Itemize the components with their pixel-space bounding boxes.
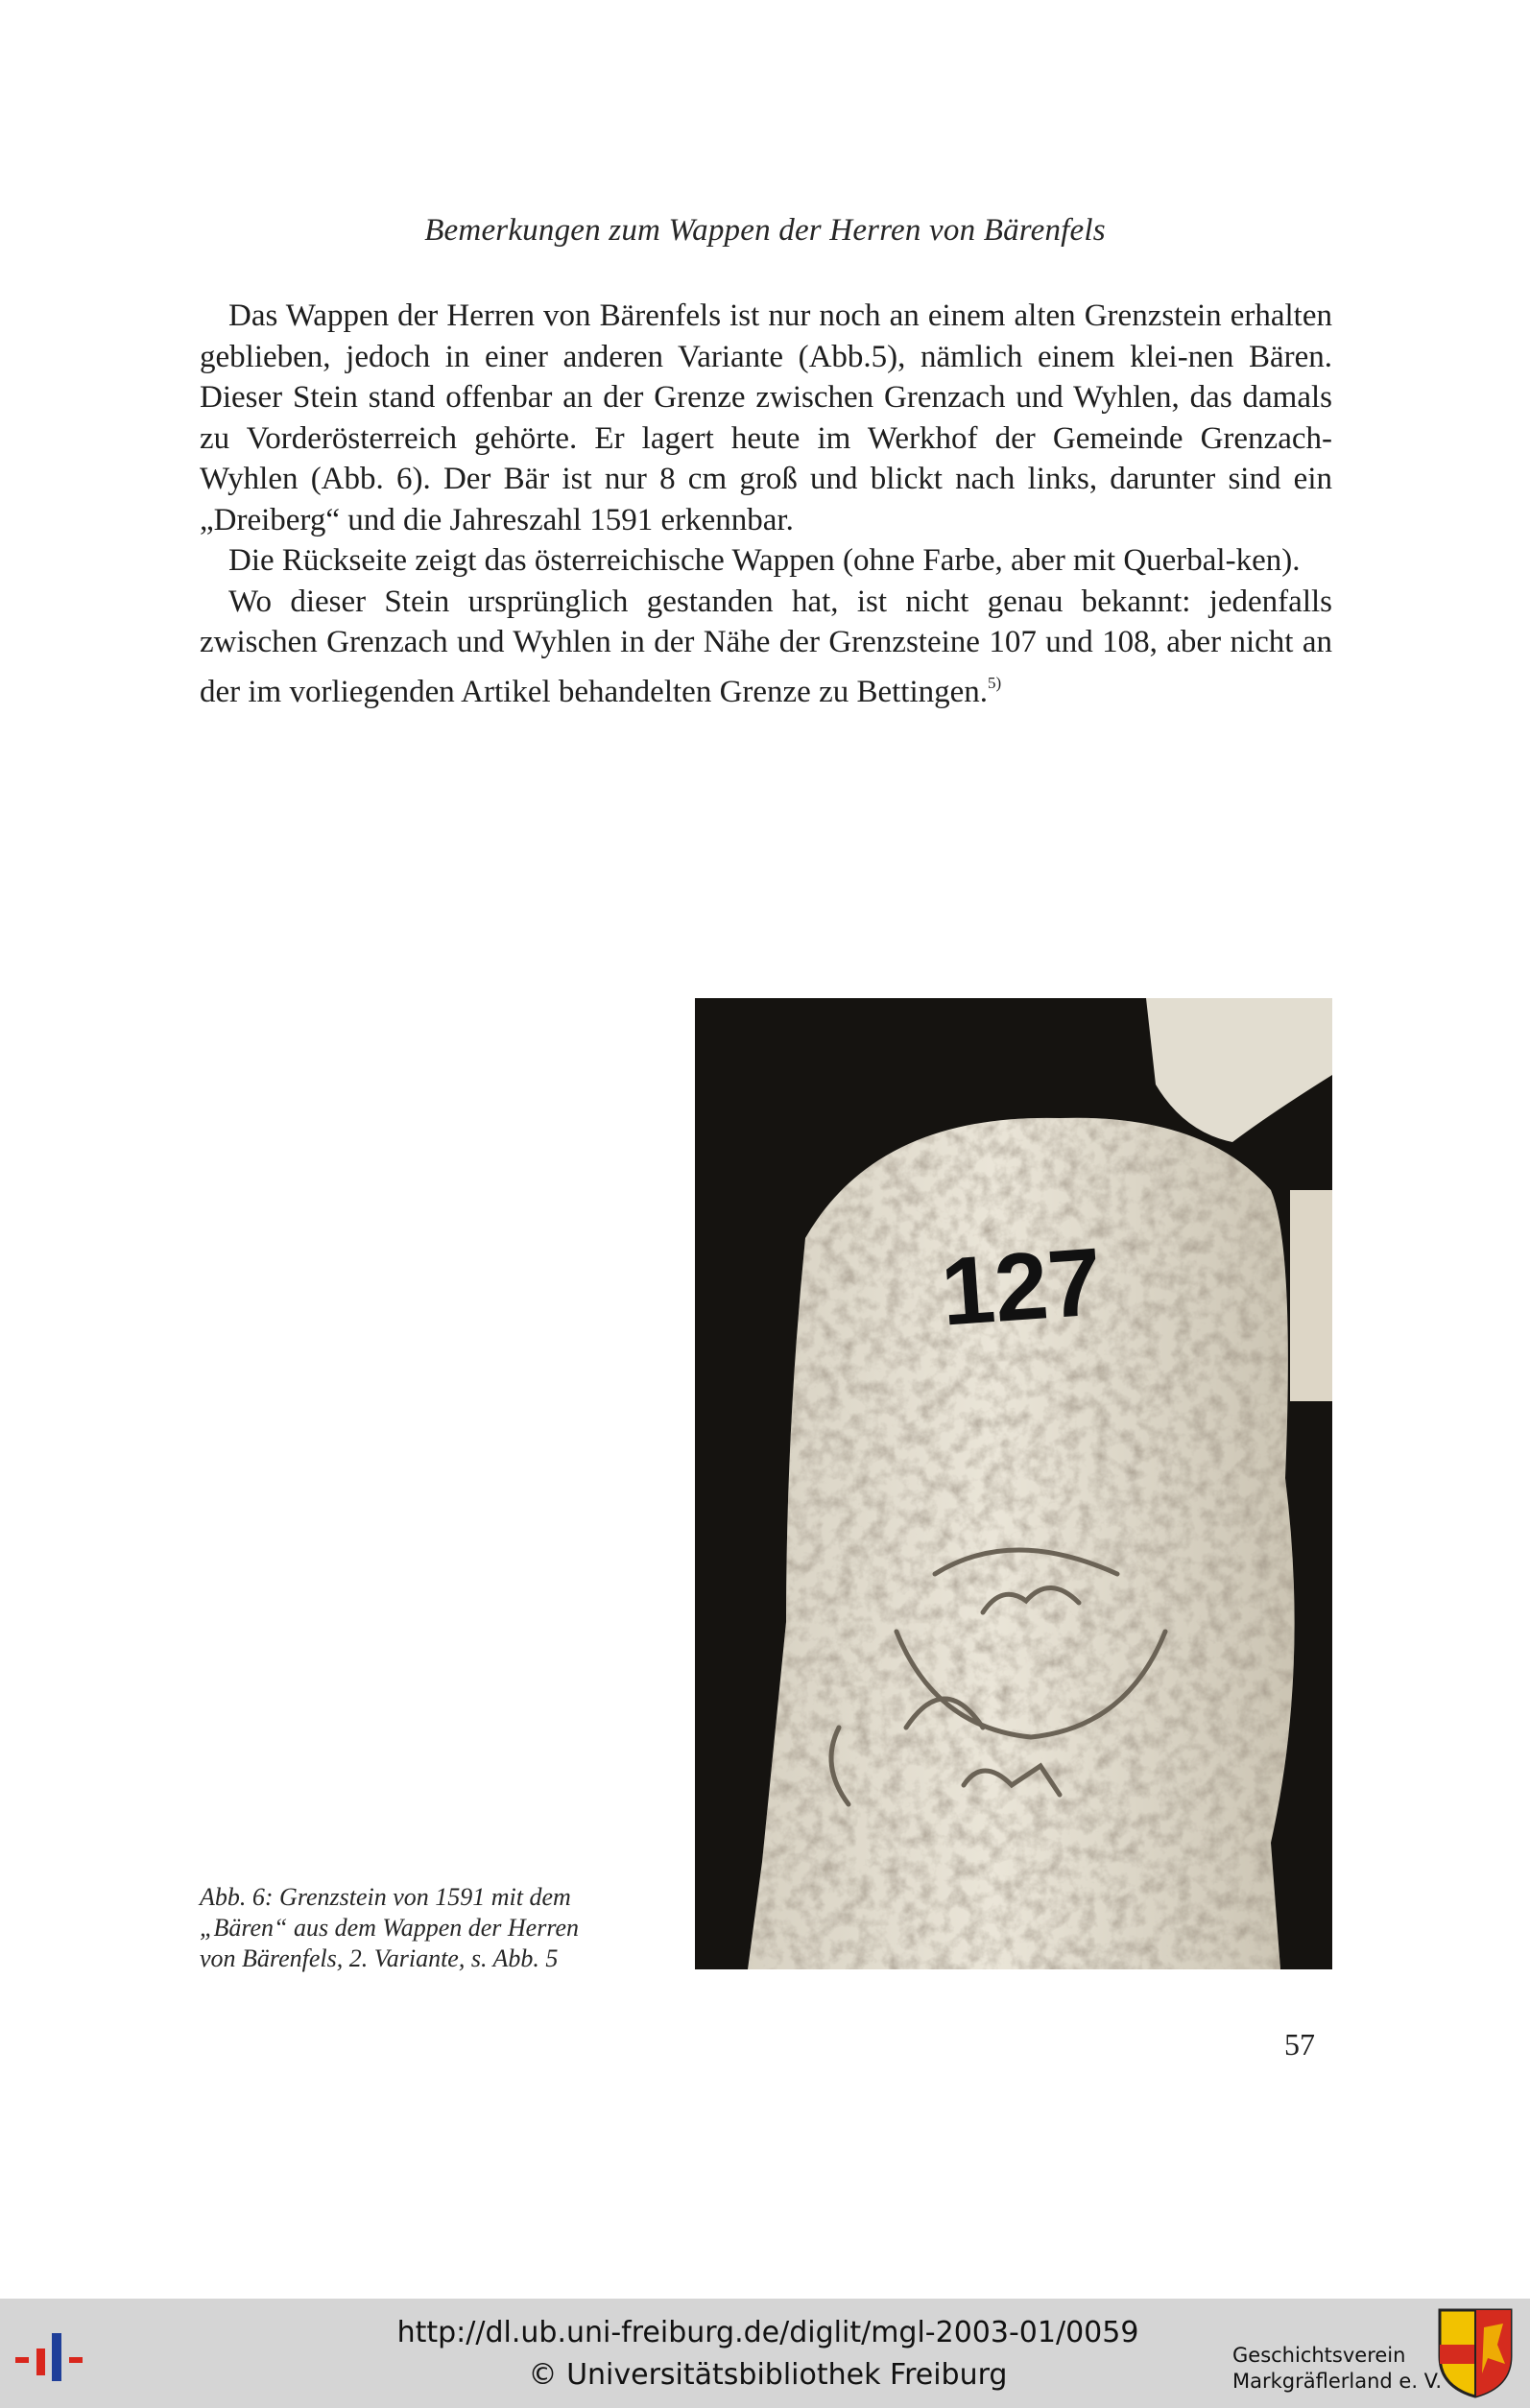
caption-line-3: von Bärenfels, 2. Variante, s. Abb. 5 (200, 1944, 559, 1972)
caption-line-1: Abb. 6: Grenzstein von 1591 mit dem (200, 1883, 571, 1911)
stone-number: 127 (937, 1228, 1106, 1347)
footnote-marker: 5) (988, 673, 1002, 692)
footer-bar (0, 2299, 1530, 2408)
ub-logo-icon (13, 2327, 100, 2385)
figure-caption (200, 1882, 651, 1974)
footer-url-link[interactable]: http://dl.ub.uni-freiburg.de/diglit/mgl-2003-01/0059 (396, 2316, 1139, 2349)
running-title: Bemerkungen zum Wappen der Herren von Bärenfels (424, 213, 1106, 248)
caption-line-2: „Bären“ aus dem Wappen der Herren (200, 1914, 580, 1942)
page-number: 57 (1284, 2027, 1315, 2062)
paragraph-3-text: Wo dieser Stein ursprünglich gestanden hat, ist nicht genau bekannt: jedenfalls zwischen Grenzach und Wyhlen in der Nähe der Grenzsteine 107 und 108, aber nicht an der im vorliegenden Artikel behandelten Grenze zu Bettingen. (200, 584, 1332, 709)
paragraph-2: Die Rückseite zeigt das österreichische Wappen (ohne Farbe, aber mit Querbal-ken). (228, 543, 1301, 578)
paragraph-3 (200, 582, 1332, 713)
footer-copyright: © Universitätsbibliothek Freiburg (528, 2358, 1008, 2392)
paragraph-1: Das Wappen der Herren von Bärenfels ist nur noch an einem alten Grenzstein erhalten geblieben, jedoch in einer anderen Variante (Abb.5), nämlich einem klei-nen Bären. Dieser Stein stand offenbar an der Grenze zwischen Grenzach und Wyhlen, das damals zu Vorderösterreich gehörte. Er lagert heute im Werkhof der Gemeinde Grenzach-Wyhlen (Abb. 6). Der Bär ist nur 8 cm groß und blickt nach links, darunter sind ein „Dreiberg“ und die Jahreszahl 1591 erkennbar. (200, 298, 1332, 537)
footer-org-line-2: Markgräflerland e. V. (1232, 2370, 1443, 2393)
footer-organization (1232, 2343, 1442, 2395)
coat-of-arms-icon (1436, 2306, 1515, 2398)
footer-org-line-1: Geschichtsverein (1232, 2344, 1406, 2367)
body-text (200, 296, 1332, 712)
boundary-stone-photo (695, 998, 1332, 1969)
